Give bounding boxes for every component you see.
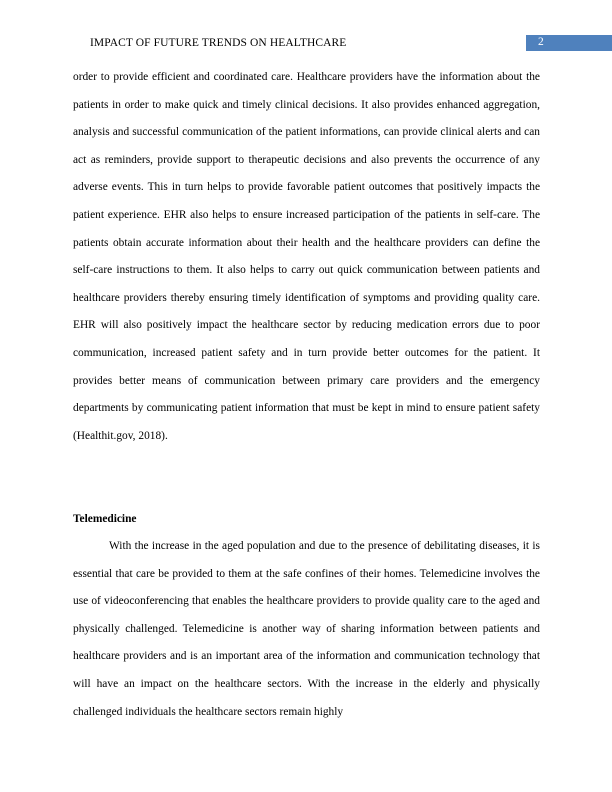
running-header-title: IMPACT OF FUTURE TRENDS ON HEALTHCARE	[90, 37, 347, 49]
page-number-badge	[526, 35, 612, 51]
body-paragraph: order to provide efficient and coordinated care. Healthcare providers have the information about the patients in order to make quick and timely clinical decisions. It also provides enhanced aggregation, analysis and successful communication of the patient informations, can provide clinical alerts and can act as reminders, provide support to therapeutic decisions and also prevents the occurrence of any adverse events. This in turn helps to provide favorable patient outcomes that positively impacts the patient experience. EHR also helps to ensure increased participation of the patients in self-care. The patients obtain accurate information about their health and the healthcare providers can define the self-care instructions to them. It also helps to carry out quick communication between patients and healthcare providers thereby ensuring timely identification of symptoms and providing quality care. EHR will also positively impact the healthcare sector by reducing medication errors due to poor communication, increased patient safety and in turn provide better outcomes for the patient. It provides better means of communication between primary care providers and the emergency departments by communicating patient information that must be kept in mind to ensure patient safety (Healthit.gov, 2018).	[73, 71, 540, 442]
body-paragraph: With the increase in the aged population and due to the presence of debilitating diseases, it is essential that care be provided to them at the safe confines of their homes. Telemedicine involves the use of videoconferencing that enables the healthcare providers to provide quality care to the aged and physically challenged. Telemedicine is another way of sharing information between patients and healthcare providers and is an important area of the information and communication technology that will have an impact on the healthcare sectors. With the increase in the elderly and physically challenged individuals the healthcare sectors remain highly	[73, 540, 540, 718]
page-number: 2	[538, 36, 544, 48]
section-heading: Telemedicine	[73, 513, 137, 525]
